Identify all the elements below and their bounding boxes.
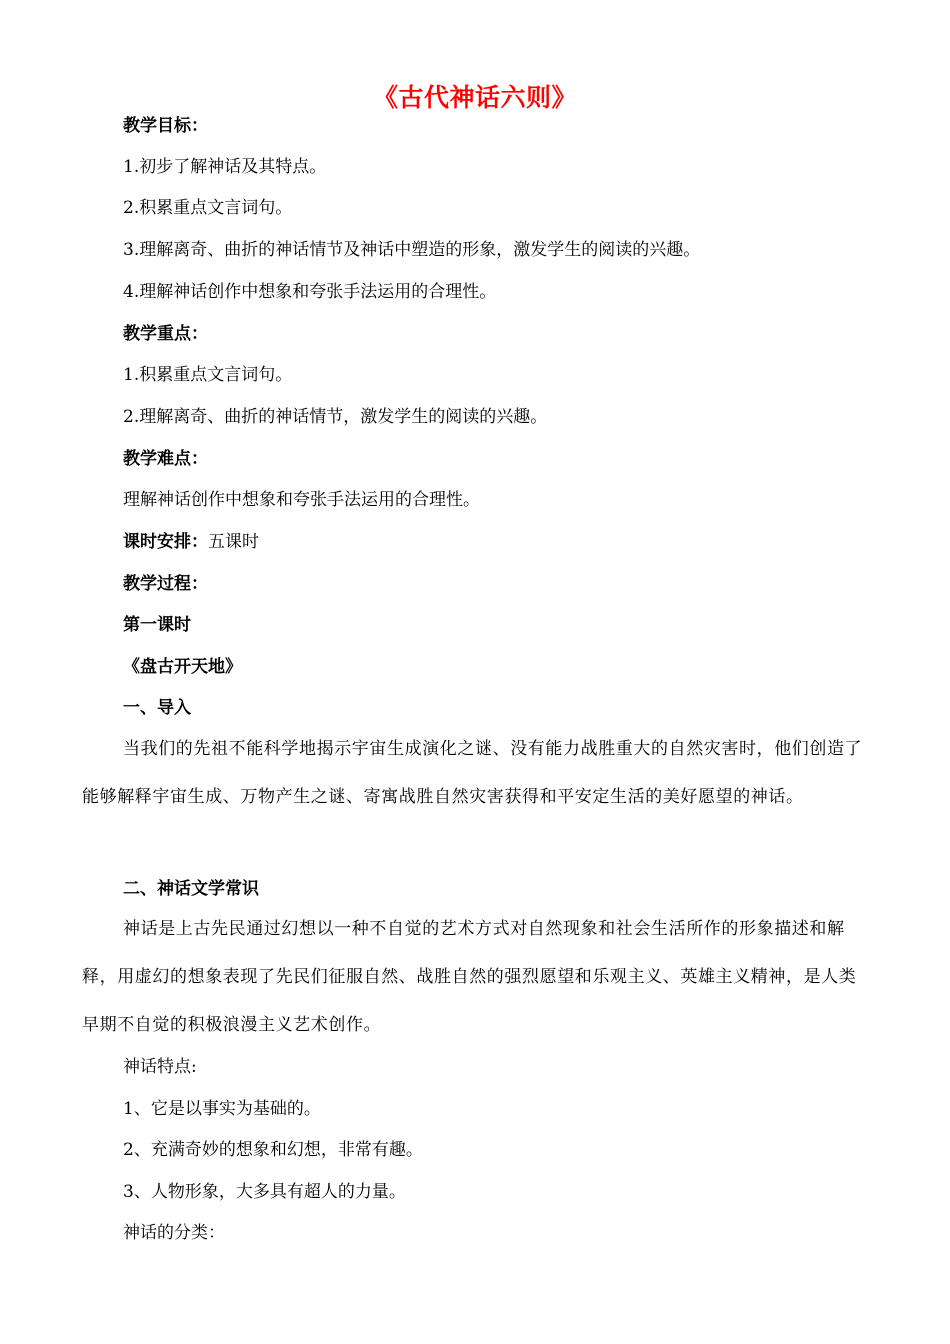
document-title: 《古代神话六则》 (372, 83, 577, 112)
features-label: 神话特点: (123, 1057, 197, 1077)
classification-label: 神话的分类： (123, 1223, 225, 1243)
objectives-heading: 教学目标： (123, 116, 208, 136)
key-point-item-2: 2.理解离奇、曲折的神话情节，激发学生的阅读的兴趣。 (123, 407, 548, 427)
lesson-title: 第一课时 (123, 615, 191, 635)
objective-item-1: 1.初步了解神话及其特点。 (123, 157, 327, 177)
intro-heading: 一、导入 (123, 698, 191, 718)
knowledge-paragraph: 神话是上古先民通过幻想以一种不自觉的艺术方式对自然现象和社会生活所作的形象描述和解释，用虚幻的想象表现了先民们征服自然、战胜自然的强烈愿望和乐观主义、英雄主义精神，是人类早期不自觉的积极浪漫主义艺术创作。 (82, 919, 857, 1035)
key-points-heading: 教学重点： (123, 324, 208, 344)
intro-paragraph: 当我们的先祖不能科学地揭示宇宙生成演化之谜、没有能力战胜重大的自然灾害时，他们创造了能够解释宇宙生成、万物产生之谜、寄寓战胜自然灾害获得和平安定生活的美好愿望的神话。 (82, 739, 863, 807)
key-point-item-1: 1.积累重点文言词句。 (123, 365, 293, 385)
objective-item-2: 2.积累重点文言词句。 (123, 198, 293, 218)
difficulties-text: 理解神话创作中想象和夸张手法运用的合理性。 (123, 490, 480, 510)
objective-item-3: 3.理解离奇、曲折的神话情节及神话中塑造的形象，激发学生的阅读的兴趣。 (123, 240, 701, 260)
schedule-value: 五课时 (208, 532, 259, 552)
process-heading: 教学过程： (123, 574, 208, 594)
schedule-line (123, 530, 259, 554)
schedule-label: 课时安排： (123, 532, 208, 552)
knowledge-heading: 二、神话文学常识 (123, 879, 259, 899)
objective-item-4: 4.理解神话创作中想象和夸张手法运用的合理性。 (123, 282, 497, 302)
difficulties-heading: 教学难点： (123, 449, 208, 469)
feature-item-3: 3、人物形象，大多具有超人的力量。 (123, 1182, 406, 1202)
feature-item-2: 2、充满奇妙的想象和幻想，非常有趣。 (123, 1140, 423, 1160)
feature-item-1: 1、它是以事实为基础的。 (123, 1099, 321, 1119)
story-title: 《盘古开天地》 (123, 657, 242, 677)
